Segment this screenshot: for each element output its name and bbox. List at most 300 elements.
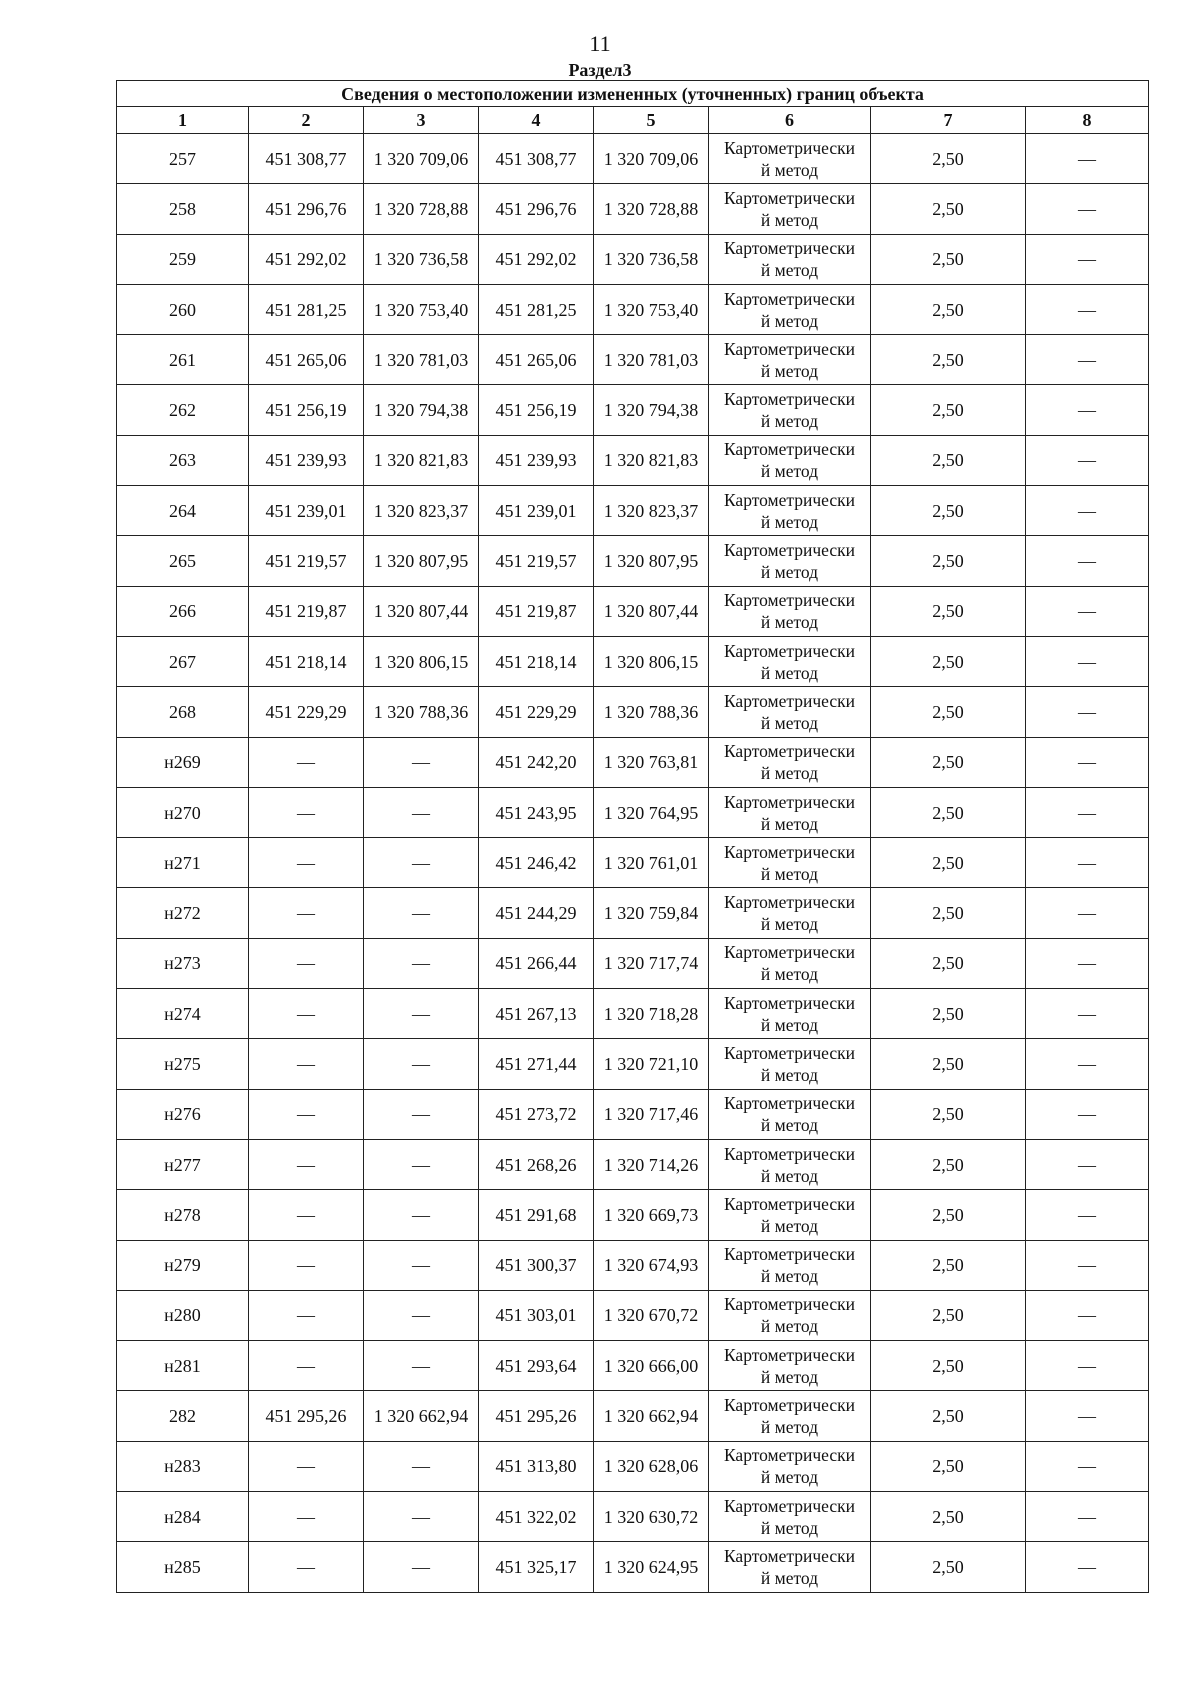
new-y-cell: 1 320 728,88 xyxy=(594,184,709,234)
method-text-line: й метод xyxy=(760,964,819,985)
new-y-cell: 1 320 628,06 xyxy=(594,1441,709,1491)
old-x-cell: — xyxy=(249,1492,364,1542)
point-number-cell: н278 xyxy=(117,1190,249,1240)
old-y-cell: — xyxy=(364,787,479,837)
method-text-line: Картометрически xyxy=(723,238,856,259)
table-row xyxy=(117,1139,1149,1189)
point-number-cell: 258 xyxy=(117,184,249,234)
table-row xyxy=(117,486,1149,536)
old-y-cell: 1 320 662,94 xyxy=(364,1391,479,1441)
new-x-cell: 451 244,29 xyxy=(479,888,594,938)
old-x-cell: — xyxy=(249,1039,364,1089)
column-header: 3 xyxy=(364,107,479,134)
method-text-line: й метод xyxy=(760,763,819,784)
old-x-cell: 451 229,29 xyxy=(249,687,364,737)
accuracy-cell: 2,50 xyxy=(871,1039,1026,1089)
point-number-cell: н280 xyxy=(117,1290,249,1340)
method-cell xyxy=(709,184,871,234)
old-x-cell: 451 239,93 xyxy=(249,435,364,485)
method-text-line: й метод xyxy=(760,662,819,683)
new-x-cell: 451 267,13 xyxy=(479,989,594,1039)
new-y-cell: 1 320 823,37 xyxy=(594,486,709,536)
column-header: 4 xyxy=(479,107,594,134)
old-x-cell: — xyxy=(249,1441,364,1491)
old-y-cell: — xyxy=(364,1290,479,1340)
point-number-cell: 262 xyxy=(117,385,249,435)
method-text-line: Картометрически xyxy=(723,1545,856,1566)
method-cell xyxy=(709,787,871,837)
method-text-line: й метод xyxy=(760,1366,819,1387)
note-cell: — xyxy=(1026,1492,1149,1542)
note-cell: — xyxy=(1026,184,1149,234)
table-caption-row xyxy=(117,81,1149,107)
method-cell xyxy=(709,586,871,636)
old-x-cell: — xyxy=(249,787,364,837)
method-cell xyxy=(709,888,871,938)
old-y-cell: 1 320 806,15 xyxy=(364,636,479,686)
method-cell xyxy=(709,536,871,586)
point-number-cell: н285 xyxy=(117,1542,249,1592)
point-number-cell: 264 xyxy=(117,486,249,536)
method-text-line: й метод xyxy=(760,360,819,381)
note-cell: — xyxy=(1026,335,1149,385)
new-y-cell: 1 320 666,00 xyxy=(594,1341,709,1391)
new-y-cell: 1 320 717,74 xyxy=(594,938,709,988)
method-text-line: й метод xyxy=(760,1064,819,1085)
table-row xyxy=(117,284,1149,334)
new-x-cell: 451 246,42 xyxy=(479,838,594,888)
new-x-cell: 451 293,64 xyxy=(479,1341,594,1391)
method-text-line: й метод xyxy=(760,914,819,935)
new-x-cell: 451 268,26 xyxy=(479,1139,594,1189)
accuracy-cell: 2,50 xyxy=(871,687,1026,737)
table-row xyxy=(117,1441,1149,1491)
note-cell: — xyxy=(1026,1290,1149,1340)
note-cell: — xyxy=(1026,838,1149,888)
new-y-cell: 1 320 670,72 xyxy=(594,1290,709,1340)
accuracy-cell: 2,50 xyxy=(871,1542,1026,1592)
note-cell: — xyxy=(1026,1341,1149,1391)
new-y-cell: 1 320 630,72 xyxy=(594,1492,709,1542)
new-y-cell: 1 320 781,03 xyxy=(594,335,709,385)
old-x-cell: — xyxy=(249,1190,364,1240)
old-y-cell: — xyxy=(364,1341,479,1391)
new-y-cell: 1 320 788,36 xyxy=(594,687,709,737)
point-number-cell: н277 xyxy=(117,1139,249,1189)
note-cell: — xyxy=(1026,435,1149,485)
method-cell xyxy=(709,335,871,385)
method-text-line: й метод xyxy=(760,209,819,230)
method-cell xyxy=(709,1039,871,1089)
column-header: 5 xyxy=(594,107,709,134)
method-text-line: й метод xyxy=(760,813,819,834)
new-x-cell: 451 313,80 xyxy=(479,1441,594,1491)
method-cell xyxy=(709,1542,871,1592)
table-row xyxy=(117,838,1149,888)
old-x-cell: 451 239,01 xyxy=(249,486,364,536)
accuracy-cell: 2,50 xyxy=(871,1290,1026,1340)
new-y-cell: 1 320 753,40 xyxy=(594,284,709,334)
column-header: 1 xyxy=(117,107,249,134)
method-cell xyxy=(709,1341,871,1391)
new-y-cell: 1 320 718,28 xyxy=(594,989,709,1039)
method-cell xyxy=(709,938,871,988)
point-number-cell: 263 xyxy=(117,435,249,485)
note-cell: — xyxy=(1026,1089,1149,1139)
old-y-cell: 1 320 821,83 xyxy=(364,435,479,485)
new-y-cell: 1 320 714,26 xyxy=(594,1139,709,1189)
method-text-line: Картометрически xyxy=(723,137,856,158)
method-cell xyxy=(709,1441,871,1491)
new-y-cell: 1 320 717,46 xyxy=(594,1089,709,1139)
old-x-cell: 451 219,87 xyxy=(249,586,364,636)
accuracy-cell: 2,50 xyxy=(871,1240,1026,1290)
new-x-cell: 451 229,29 xyxy=(479,687,594,737)
method-cell xyxy=(709,234,871,284)
method-cell xyxy=(709,1240,871,1290)
section-title: Раздел3 xyxy=(568,60,632,80)
old-x-cell: 451 218,14 xyxy=(249,636,364,686)
old-x-cell: — xyxy=(249,1290,364,1340)
note-cell: — xyxy=(1026,1139,1149,1189)
method-text-line: Картометрически xyxy=(723,540,856,561)
note-cell: — xyxy=(1026,737,1149,787)
old-y-cell: — xyxy=(364,1039,479,1089)
new-y-cell: 1 320 764,95 xyxy=(594,787,709,837)
method-text-line: й метод xyxy=(760,1266,819,1287)
table-row xyxy=(117,234,1149,284)
note-cell: — xyxy=(1026,1190,1149,1240)
note-cell: — xyxy=(1026,486,1149,536)
accuracy-cell: 2,50 xyxy=(871,938,1026,988)
method-text-line: й метод xyxy=(760,159,819,180)
accuracy-cell: 2,50 xyxy=(871,184,1026,234)
table-body xyxy=(117,134,1149,1593)
table-row xyxy=(117,687,1149,737)
new-y-cell: 1 320 736,58 xyxy=(594,234,709,284)
note-cell: — xyxy=(1026,284,1149,334)
table-caption: Сведения о местоположении измененных (уточненных) границ объекта xyxy=(117,81,1149,107)
accuracy-cell: 2,50 xyxy=(871,385,1026,435)
table-row xyxy=(117,1039,1149,1089)
point-number-cell: н273 xyxy=(117,938,249,988)
old-y-cell: — xyxy=(364,1190,479,1240)
method-cell xyxy=(709,1492,871,1542)
table-row xyxy=(117,1341,1149,1391)
note-cell: — xyxy=(1026,1391,1149,1441)
accuracy-cell: 2,50 xyxy=(871,1391,1026,1441)
table-row xyxy=(117,1492,1149,1542)
page-number: 11 xyxy=(589,31,611,56)
method-text-line: й метод xyxy=(760,411,819,432)
method-cell xyxy=(709,1139,871,1189)
note-cell: — xyxy=(1026,536,1149,586)
note-cell: — xyxy=(1026,1240,1149,1290)
method-text-line: Картометрически xyxy=(723,439,856,460)
column-header: 8 xyxy=(1026,107,1149,134)
method-text-line: Картометрически xyxy=(723,338,856,359)
table-row xyxy=(117,586,1149,636)
old-y-cell: 1 320 788,36 xyxy=(364,687,479,737)
method-cell xyxy=(709,1190,871,1240)
method-cell xyxy=(709,1290,871,1340)
note-cell: — xyxy=(1026,787,1149,837)
table-row xyxy=(117,989,1149,1039)
new-x-cell: 451 239,93 xyxy=(479,435,594,485)
accuracy-cell: 2,50 xyxy=(871,284,1026,334)
old-x-cell: 451 296,76 xyxy=(249,184,364,234)
accuracy-cell: 2,50 xyxy=(871,234,1026,284)
old-y-cell: — xyxy=(364,838,479,888)
old-y-cell: 1 320 807,95 xyxy=(364,536,479,586)
new-y-cell: 1 320 821,83 xyxy=(594,435,709,485)
old-x-cell: 451 281,25 xyxy=(249,284,364,334)
method-text-line: й метод xyxy=(760,511,819,532)
table-row xyxy=(117,636,1149,686)
old-x-cell: 451 256,19 xyxy=(249,385,364,435)
note-cell: — xyxy=(1026,687,1149,737)
method-text-line: Картометрически xyxy=(723,690,856,711)
new-x-cell: 451 219,87 xyxy=(479,586,594,636)
method-cell xyxy=(709,737,871,787)
point-number-cell: 266 xyxy=(117,586,249,636)
accuracy-cell: 2,50 xyxy=(871,1492,1026,1542)
note-cell: — xyxy=(1026,938,1149,988)
note-cell: — xyxy=(1026,636,1149,686)
accuracy-cell: 2,50 xyxy=(871,787,1026,837)
column-header: 7 xyxy=(871,107,1026,134)
method-text-line: й метод xyxy=(760,1567,819,1588)
column-header: 2 xyxy=(249,107,364,134)
accuracy-cell: 2,50 xyxy=(871,1139,1026,1189)
old-x-cell: — xyxy=(249,989,364,1039)
method-text-line: й метод xyxy=(760,562,819,583)
method-cell xyxy=(709,385,871,435)
accuracy-cell: 2,50 xyxy=(871,989,1026,1039)
new-x-cell: 451 303,01 xyxy=(479,1290,594,1340)
note-cell: — xyxy=(1026,385,1149,435)
new-x-cell: 451 256,19 xyxy=(479,385,594,435)
old-y-cell: — xyxy=(364,888,479,938)
method-text-line: й метод xyxy=(760,1165,819,1186)
method-text-line: й метод xyxy=(760,863,819,884)
method-text-line: й метод xyxy=(760,260,819,281)
method-cell xyxy=(709,636,871,686)
accuracy-cell: 2,50 xyxy=(871,1341,1026,1391)
method-text-line: Картометрически xyxy=(723,187,856,208)
accuracy-cell: 2,50 xyxy=(871,737,1026,787)
new-x-cell: 451 291,68 xyxy=(479,1190,594,1240)
method-text-line: Картометрически xyxy=(723,1093,856,1114)
note-cell: — xyxy=(1026,1542,1149,1592)
point-number-cell: 257 xyxy=(117,134,249,184)
method-text-line: Картометрически xyxy=(723,992,856,1013)
table-row xyxy=(117,385,1149,435)
point-number-cell: н284 xyxy=(117,1492,249,1542)
old-y-cell: 1 320 781,03 xyxy=(364,335,479,385)
old-y-cell: 1 320 823,37 xyxy=(364,486,479,536)
new-y-cell: 1 320 794,38 xyxy=(594,385,709,435)
point-number-cell: н271 xyxy=(117,838,249,888)
method-text-line: Картометрически xyxy=(723,288,856,309)
new-y-cell: 1 320 721,10 xyxy=(594,1039,709,1089)
method-text-line: Картометрически xyxy=(723,489,856,510)
method-text-line: Картометрически xyxy=(723,1244,856,1265)
point-number-cell: 261 xyxy=(117,335,249,385)
method-text-line: й метод xyxy=(760,1215,819,1236)
method-text-line: Картометрически xyxy=(723,1344,856,1365)
new-y-cell: 1 320 763,81 xyxy=(594,737,709,787)
new-y-cell: 1 320 806,15 xyxy=(594,636,709,686)
accuracy-cell: 2,50 xyxy=(871,1190,1026,1240)
old-x-cell: — xyxy=(249,838,364,888)
new-x-cell: 451 295,26 xyxy=(479,1391,594,1441)
table-row xyxy=(117,888,1149,938)
accuracy-cell: 2,50 xyxy=(871,636,1026,686)
old-x-cell: — xyxy=(249,1089,364,1139)
method-text-line: Картометрически xyxy=(723,1193,856,1214)
note-cell: — xyxy=(1026,134,1149,184)
accuracy-cell: 2,50 xyxy=(871,335,1026,385)
accuracy-cell: 2,50 xyxy=(871,134,1026,184)
table-row xyxy=(117,1290,1149,1340)
point-number-cell: н276 xyxy=(117,1089,249,1139)
method-cell xyxy=(709,1089,871,1139)
note-cell: — xyxy=(1026,888,1149,938)
note-cell: — xyxy=(1026,234,1149,284)
method-text-line: Картометрически xyxy=(723,1294,856,1315)
point-number-cell: н269 xyxy=(117,737,249,787)
new-x-cell: 451 219,57 xyxy=(479,536,594,586)
new-x-cell: 451 273,72 xyxy=(479,1089,594,1139)
new-x-cell: 451 300,37 xyxy=(479,1240,594,1290)
table-row xyxy=(117,938,1149,988)
method-cell xyxy=(709,989,871,1039)
old-x-cell: — xyxy=(249,1240,364,1290)
coordinates-table xyxy=(116,80,1149,1593)
method-text-line: Картометрически xyxy=(723,791,856,812)
old-y-cell: 1 320 736,58 xyxy=(364,234,479,284)
old-y-cell: 1 320 794,38 xyxy=(364,385,479,435)
old-y-cell: — xyxy=(364,1441,479,1491)
new-y-cell: 1 320 807,44 xyxy=(594,586,709,636)
new-x-cell: 451 325,17 xyxy=(479,1542,594,1592)
method-cell xyxy=(709,435,871,485)
table-row xyxy=(117,134,1149,184)
point-number-cell: 268 xyxy=(117,687,249,737)
accuracy-cell: 2,50 xyxy=(871,888,1026,938)
method-text-line: Картометрически xyxy=(723,1042,856,1063)
new-x-cell: 451 218,14 xyxy=(479,636,594,686)
accuracy-cell: 2,50 xyxy=(871,586,1026,636)
method-text-line: й метод xyxy=(760,612,819,633)
point-number-cell: 265 xyxy=(117,536,249,586)
column-header: 6 xyxy=(709,107,871,134)
old-x-cell: — xyxy=(249,938,364,988)
point-number-cell: н281 xyxy=(117,1341,249,1391)
new-x-cell: 451 266,44 xyxy=(479,938,594,988)
method-cell xyxy=(709,1391,871,1441)
old-x-cell: — xyxy=(249,1341,364,1391)
table-row xyxy=(117,335,1149,385)
method-text-line: Картометрически xyxy=(723,640,856,661)
table-row xyxy=(117,1391,1149,1441)
accuracy-cell: 2,50 xyxy=(871,838,1026,888)
method-text-line: й метод xyxy=(760,1115,819,1136)
new-x-cell: 451 243,95 xyxy=(479,787,594,837)
new-x-cell: 451 281,25 xyxy=(479,284,594,334)
old-x-cell: 451 308,77 xyxy=(249,134,364,184)
table-row xyxy=(117,1190,1149,1240)
point-number-cell: 260 xyxy=(117,284,249,334)
table-row xyxy=(117,435,1149,485)
old-y-cell: 1 320 807,44 xyxy=(364,586,479,636)
note-cell: — xyxy=(1026,586,1149,636)
method-cell xyxy=(709,838,871,888)
old-y-cell: 1 320 709,06 xyxy=(364,134,479,184)
old-x-cell: 451 219,57 xyxy=(249,536,364,586)
method-cell xyxy=(709,687,871,737)
method-text-line: Картометрически xyxy=(723,892,856,913)
point-number-cell: н270 xyxy=(117,787,249,837)
note-cell: — xyxy=(1026,1039,1149,1089)
method-text-line: й метод xyxy=(760,461,819,482)
point-number-cell: н274 xyxy=(117,989,249,1039)
old-y-cell: 1 320 753,40 xyxy=(364,284,479,334)
old-y-cell: — xyxy=(364,1089,479,1139)
new-x-cell: 451 292,02 xyxy=(479,234,594,284)
method-text-line: Картометрически xyxy=(723,942,856,963)
method-text-line: Картометрически xyxy=(723,590,856,611)
old-x-cell: — xyxy=(249,1542,364,1592)
old-y-cell: — xyxy=(364,989,479,1039)
method-text-line: й метод xyxy=(760,712,819,733)
table-row xyxy=(117,787,1149,837)
old-y-cell: — xyxy=(364,938,479,988)
old-x-cell: 451 265,06 xyxy=(249,335,364,385)
table-row xyxy=(117,1542,1149,1592)
old-y-cell: 1 320 728,88 xyxy=(364,184,479,234)
method-text-line: Картометрически xyxy=(723,1495,856,1516)
method-text-line: й метод xyxy=(760,310,819,331)
method-text-line: Картометрически xyxy=(723,841,856,862)
point-number-cell: 267 xyxy=(117,636,249,686)
accuracy-cell: 2,50 xyxy=(871,435,1026,485)
table-row xyxy=(117,737,1149,787)
new-y-cell: 1 320 624,95 xyxy=(594,1542,709,1592)
new-x-cell: 451 239,01 xyxy=(479,486,594,536)
old-y-cell: — xyxy=(364,1240,479,1290)
method-cell xyxy=(709,134,871,184)
old-y-cell: — xyxy=(364,1492,479,1542)
table-row xyxy=(117,536,1149,586)
point-number-cell: 282 xyxy=(117,1391,249,1441)
old-y-cell: — xyxy=(364,1542,479,1592)
new-x-cell: 451 265,06 xyxy=(479,335,594,385)
new-y-cell: 1 320 674,93 xyxy=(594,1240,709,1290)
new-y-cell: 1 320 669,73 xyxy=(594,1190,709,1240)
accuracy-cell: 2,50 xyxy=(871,1441,1026,1491)
method-text-line: Картометрически xyxy=(723,1395,856,1416)
note-cell: — xyxy=(1026,989,1149,1039)
point-number-cell: н272 xyxy=(117,888,249,938)
method-text-line: й метод xyxy=(760,1467,819,1488)
table-row xyxy=(117,184,1149,234)
method-text-line: Картометрически xyxy=(723,389,856,410)
old-x-cell: 451 292,02 xyxy=(249,234,364,284)
accuracy-cell: 2,50 xyxy=(871,486,1026,536)
old-y-cell: — xyxy=(364,1139,479,1189)
